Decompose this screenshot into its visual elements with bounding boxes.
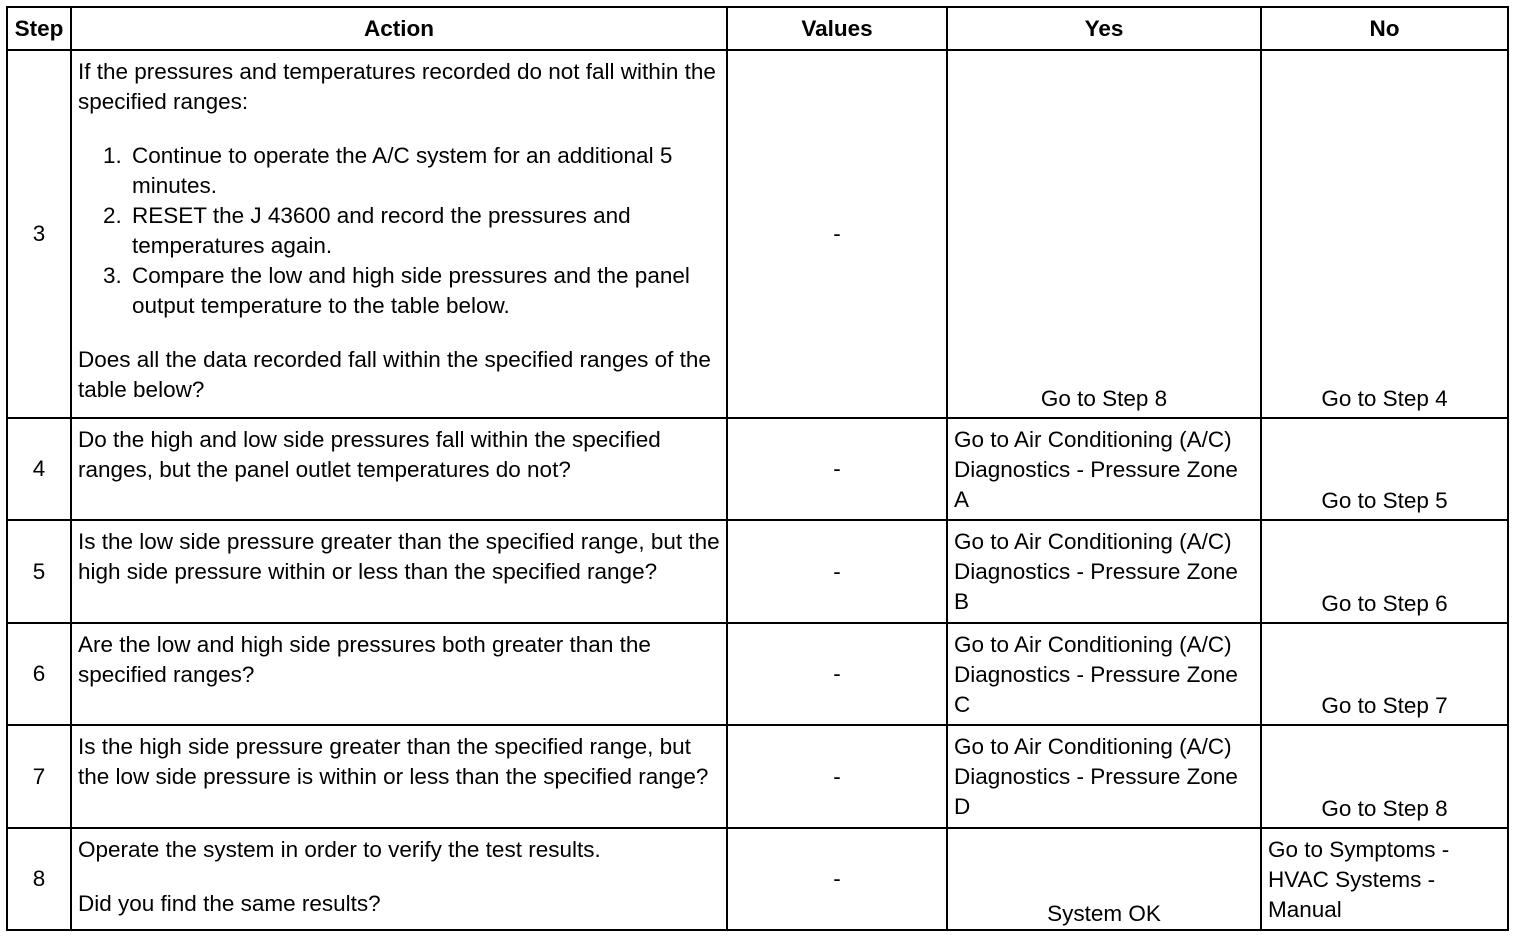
step-number: 7 [7, 725, 71, 828]
no-cell: Go to Step 4 [1261, 50, 1508, 418]
no-cell: Go to Symptoms - HVAC Systems - Manual [1261, 828, 1508, 930]
action-cell: Is the high side pressure greater than the specified range, but the low side pressure is within or less than the specified range? [71, 725, 727, 828]
action-step-item: 2. RESET the J 43600 and record the pressures and temperatures again. [128, 201, 720, 261]
action-step-item: 1. Continue to operate the A/C system for an additional 5 minutes. [128, 141, 720, 201]
yes-cell: System OK [947, 828, 1261, 930]
value-cell: - [727, 418, 947, 520]
no-cell: Go to Step 7 [1261, 623, 1508, 725]
header-action: Action [71, 7, 727, 50]
header-yes: Yes [947, 7, 1261, 50]
value-cell: - [727, 725, 947, 828]
action-steps-list [78, 141, 720, 321]
step-number: 3 [7, 50, 71, 418]
value-cell: - [727, 828, 947, 930]
value-cell: - [727, 520, 947, 623]
action-cell: Is the low side pressure greater than the specified range, but the high side pressure within or less than the specified range? [71, 520, 727, 623]
action-question: Does all the data recorded fall within the specified ranges of the table below? [78, 347, 711, 402]
no-cell: Go to Step 8 [1261, 725, 1508, 828]
table-row-step-6 [7, 623, 1508, 725]
yes-cell: Go to Step 8 [947, 50, 1261, 418]
action-intro: If the pressures and temperatures recorded do not fall within the specified ranges: [78, 59, 716, 114]
value-cell: - [727, 50, 947, 418]
action-step-item: 3. Compare the low and high side pressures and the panel output temperature to the table below. [128, 261, 720, 321]
yes-cell: Go to Air Conditioning (A/C) Diagnostics - Pressure Zone C [947, 623, 1261, 725]
table-row-step-7 [7, 725, 1508, 828]
header-values: Values [727, 7, 947, 50]
step-number: 6 [7, 623, 71, 725]
table-row-step-4 [7, 418, 1508, 520]
action-cell [71, 828, 727, 930]
header-no: No [1261, 7, 1508, 50]
header-step: Step [7, 7, 71, 50]
table-row-step-8 [7, 828, 1508, 930]
action-line: Operate the system in order to verify the test results. [78, 837, 601, 862]
diagnostic-table [6, 6, 1509, 931]
yes-cell: Go to Air Conditioning (A/C) Diagnostics - Pressure Zone D [947, 725, 1261, 828]
action-cell [71, 50, 727, 418]
no-cell: Go to Step 5 [1261, 418, 1508, 520]
action-question: Did you find the same results? [78, 891, 381, 916]
step-number: 5 [7, 520, 71, 623]
table-row-step-3 [7, 50, 1508, 418]
action-cell: Are the low and high side pressures both greater than the specified ranges? [71, 623, 727, 725]
step-number: 8 [7, 828, 71, 930]
yes-cell: Go to Air Conditioning (A/C) Diagnostics - Pressure Zone A [947, 418, 1261, 520]
value-cell: - [727, 623, 947, 725]
header-row [7, 7, 1508, 50]
table-row-step-5 [7, 520, 1508, 623]
action-cell: Do the high and low side pressures fall within the specified ranges, but the panel outlet temperatures do not? [71, 418, 727, 520]
step-number: 4 [7, 418, 71, 520]
yes-cell: Go to Air Conditioning (A/C) Diagnostics - Pressure Zone B [947, 520, 1261, 623]
no-cell: Go to Step 6 [1261, 520, 1508, 623]
